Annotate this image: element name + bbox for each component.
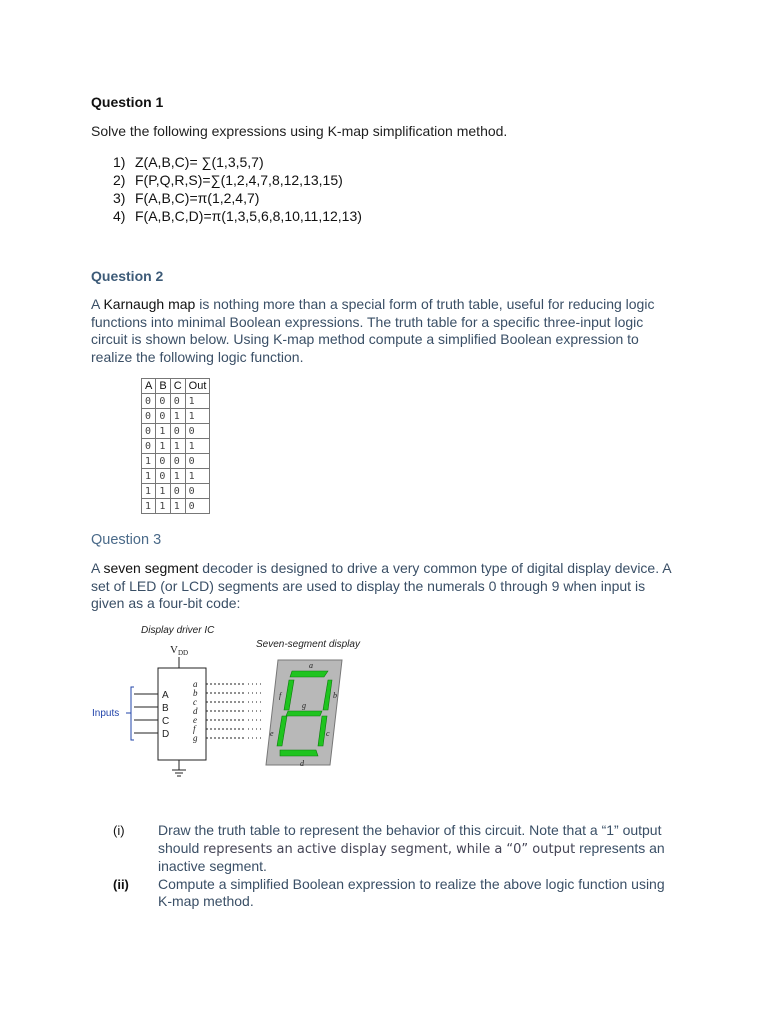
list-item <box>113 171 362 189</box>
table-cell: 0 <box>156 409 170 424</box>
table-cell: 0 <box>156 394 170 409</box>
intro-text: A <box>91 296 104 312</box>
table-cell: 0 <box>156 454 170 469</box>
segment-label: c <box>326 729 330 738</box>
key-term: seven segment <box>103 560 199 576</box>
expression: F(P,Q,R,S)=∑(1,2,4,7,8,12,13,15) <box>135 172 343 188</box>
list-item <box>113 153 362 171</box>
column-header: C <box>170 379 185 394</box>
table-cell: 1 <box>156 499 170 514</box>
table-cell: 0 <box>170 394 185 409</box>
list-item <box>113 876 673 911</box>
table-cell: 1 <box>142 499 156 514</box>
table-cell: 0 <box>185 499 210 514</box>
list-number: 1) <box>113 154 126 170</box>
pin-label: C <box>162 716 170 727</box>
question-3-subitems <box>113 822 673 911</box>
question-1-heading: Question 1 <box>91 94 164 110</box>
pin-label: e <box>193 715 197 725</box>
question-3-intro <box>91 560 671 613</box>
segment-g <box>286 711 322 716</box>
key-term: Karnaugh map <box>103 296 196 312</box>
table-cell: 1 <box>156 424 170 439</box>
segment-label: a <box>309 661 313 670</box>
pin-label: D <box>162 729 170 740</box>
table-row <box>142 454 210 469</box>
item-text: represents an inactive segment. <box>158 839 665 874</box>
column-header: B <box>156 379 170 394</box>
table-cell: 0 <box>142 424 156 439</box>
question-2-heading: Question 2 <box>91 268 164 284</box>
list-item <box>113 207 362 225</box>
question-1-list <box>113 153 362 225</box>
column-header: Out <box>185 379 210 394</box>
segment-label: b <box>333 691 337 700</box>
item-label: (ii) <box>113 876 129 892</box>
table-cell: 0 <box>142 409 156 424</box>
table-row <box>142 469 210 484</box>
expression: Z(A,B,C)= ∑(1,3,5,7) <box>135 154 264 170</box>
table-cell: 0 <box>142 439 156 454</box>
table-cell: 1 <box>170 499 185 514</box>
table-row <box>142 484 210 499</box>
table-cell: 0 <box>185 484 210 499</box>
driver-ic <box>158 668 206 760</box>
table-cell: 1 <box>170 409 185 424</box>
segment-d <box>280 750 318 756</box>
list-number: 4) <box>113 208 126 224</box>
list-item <box>113 822 673 876</box>
question-2-intro <box>91 296 671 366</box>
table-cell: 1 <box>156 484 170 499</box>
table-cell: 1 <box>142 484 156 499</box>
pin-label: A <box>162 690 169 701</box>
list-item <box>113 189 362 207</box>
driver-label: Display driver IC <box>141 625 215 636</box>
table-cell: 0 <box>142 394 156 409</box>
table-cell: 1 <box>185 439 210 454</box>
table-cell: 0 <box>156 469 170 484</box>
table-cell: 0 <box>170 484 185 499</box>
pin-label: c <box>193 697 197 707</box>
item-text: Compute a simplified Boolean expression to realize the above logic function using K-map method. <box>158 875 665 909</box>
table-cell: 1 <box>142 469 156 484</box>
table-cell: 1 <box>185 469 210 484</box>
table-row <box>142 394 210 409</box>
expression: F(A,B,C,D)=π(1,3,5,6,8,10,11,12,13) <box>135 208 362 224</box>
item-text: Draw the truth table to represent the behavior of this circuit. Note that a “1” output should <box>158 822 662 856</box>
list-number: 2) <box>113 172 126 188</box>
table-cell: 0 <box>170 454 185 469</box>
segment-label: e <box>270 729 274 738</box>
table-cell: 0 <box>185 454 210 469</box>
table-cell: 1 <box>170 439 185 454</box>
segment-a <box>290 671 328 677</box>
inputs-label: Inputs <box>92 708 120 719</box>
list-number: 3) <box>113 190 126 206</box>
segment-label: f <box>279 691 282 700</box>
display-label: Seven-segment display <box>256 639 360 650</box>
seven-segment-diagram <box>90 620 390 780</box>
table-cell: 1 <box>142 454 156 469</box>
table-cell: 1 <box>156 439 170 454</box>
table-cell: 1 <box>185 394 210 409</box>
expression: F(A,B,C)=π(1,2,4,7) <box>135 190 260 206</box>
table-row <box>142 499 210 514</box>
table-row <box>142 409 210 424</box>
intro-text: A <box>91 560 104 576</box>
item-text: represents an active display segment, while a “0” output <box>203 841 576 857</box>
pin-label: g <box>193 733 198 743</box>
segment-label: d <box>300 759 304 768</box>
question-1-intro: Solve the following expressions using K-map simplification method. <box>91 123 508 139</box>
table-row <box>142 424 210 439</box>
pin-label: B <box>162 703 169 714</box>
pin-label: a <box>193 679 198 689</box>
pin-label: b <box>193 688 198 698</box>
vdd-label: VDD <box>170 644 189 657</box>
pin-label: f <box>193 724 196 734</box>
pin-label: d <box>193 706 198 716</box>
column-header: A <box>142 379 156 394</box>
table-row <box>142 439 210 454</box>
truth-table <box>141 378 210 514</box>
item-label: (i) <box>113 823 125 838</box>
question-3-heading: Question 3 <box>91 532 162 548</box>
table-cell: 1 <box>170 469 185 484</box>
table-cell: 0 <box>185 424 210 439</box>
table-cell: 1 <box>185 409 210 424</box>
intro-text: is nothing more than a special form of truth table, useful for reducing logic functions into minimal Boolean expressions. The truth table for a specific three-input logic circuit is shown below. Using K-map method compute a simplified Boolean expression to realize the following logic function. <box>91 296 655 365</box>
table-header-row <box>142 379 210 394</box>
intro-text: decoder is designed to drive a very common type of digital display device. A set of LED (or LCD) segments are used to display the numerals 0 through 9 when input is given as a four-bit code: <box>91 560 671 611</box>
table-cell: 0 <box>170 424 185 439</box>
segment-label: g <box>302 701 306 710</box>
